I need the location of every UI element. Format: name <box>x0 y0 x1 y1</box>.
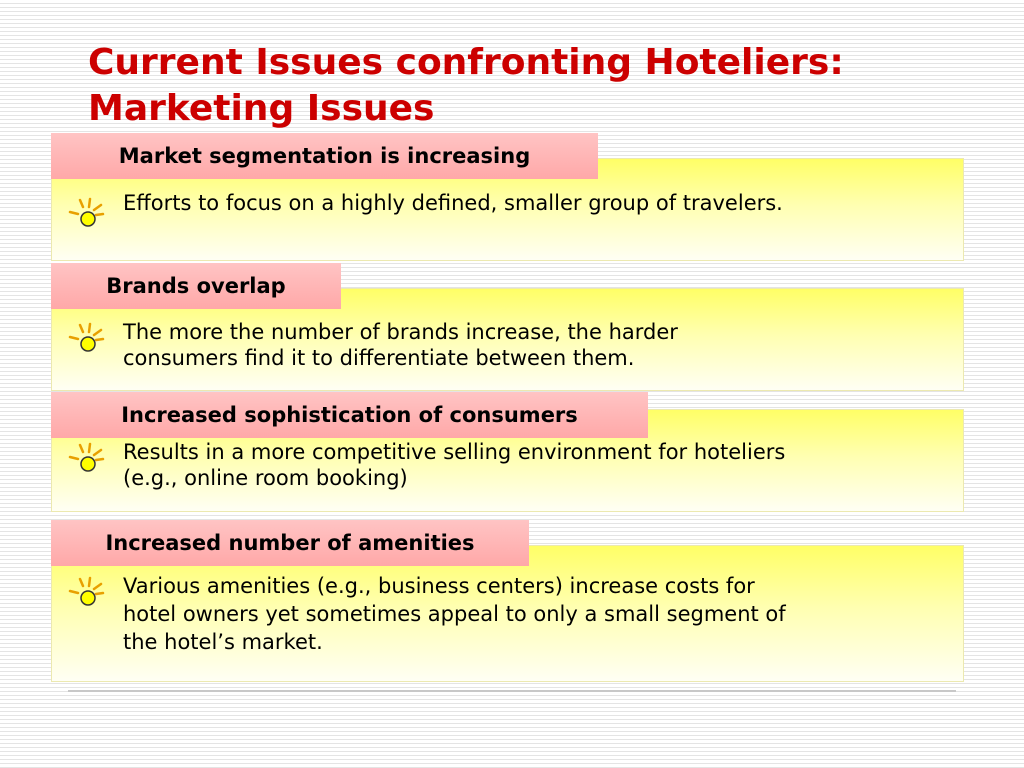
body-line: Efforts to focus on a highly defined, smaller group of travelers. <box>123 191 783 215</box>
body-line: hotel owners yet sometimes appeal to only a small segment of <box>123 602 786 626</box>
footer-divider <box>68 690 956 692</box>
body-line: Results in a more competitive selling environment for hoteliers <box>123 440 786 464</box>
section-body-brands-overlap <box>123 319 953 371</box>
body-line: The more the number of brands increase, the harder <box>123 320 678 344</box>
section-body-market-segmentation <box>123 190 953 216</box>
slide-title <box>88 40 988 132</box>
sun-bullet-icon <box>66 322 106 354</box>
sun-bullet-icon <box>66 576 106 608</box>
body-line: the hotel’s market. <box>123 630 323 654</box>
section-heading-amenities: Increased number of amenities <box>51 520 529 566</box>
body-line: consumers find it to differentiate between them. <box>123 346 635 370</box>
section-heading-brands-overlap: Brands overlap <box>51 263 341 309</box>
section-heading-market-segmentation: Market segmentation is increasing <box>51 133 598 179</box>
section-body-sophistication <box>123 439 953 491</box>
section-body-amenities <box>123 572 953 656</box>
sun-bullet-icon <box>66 442 106 474</box>
slide-title-line-1: Current Issues confronting Hoteliers: <box>88 42 844 83</box>
body-line: (e.g., online room booking) <box>123 466 408 490</box>
slide-title-line-2: Marketing Issues <box>88 88 435 129</box>
section-heading-sophistication: Increased sophistication of consumers <box>51 392 648 438</box>
sun-bullet-icon <box>66 197 106 229</box>
body-line: Various amenities (e.g., business centers) increase costs for <box>123 574 755 598</box>
